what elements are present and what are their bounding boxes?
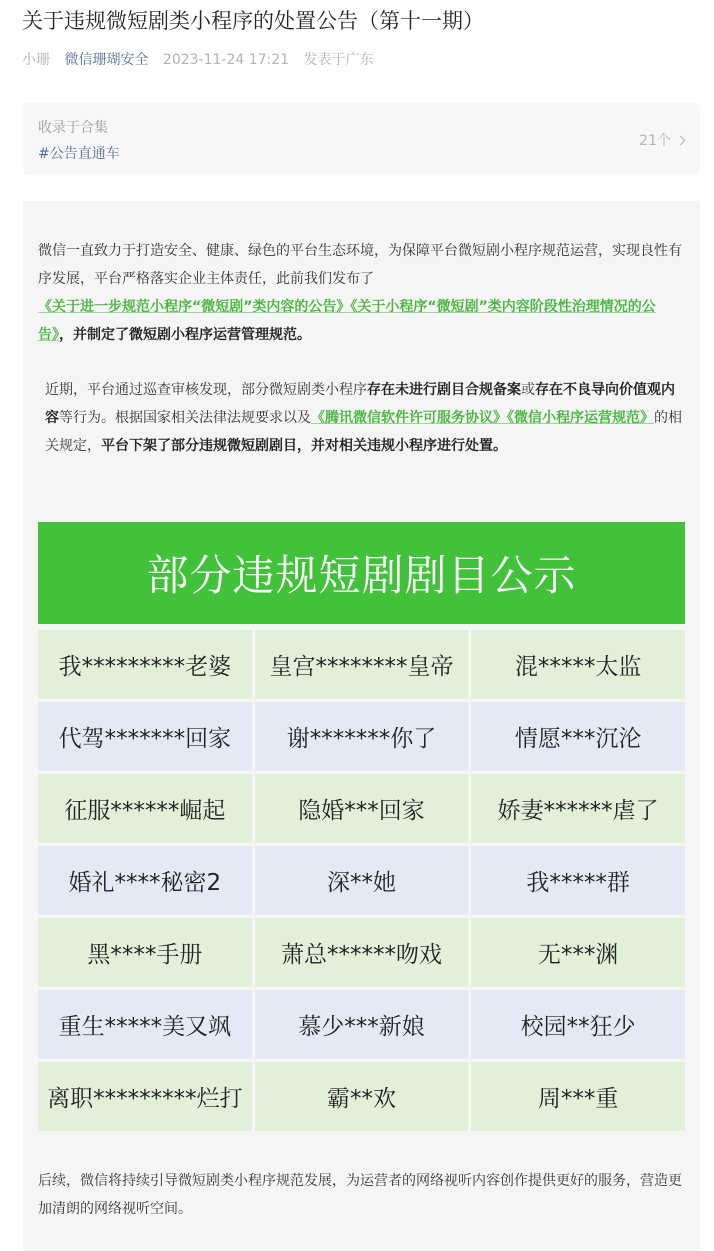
notice-link-2[interactable]: 《关于小程序“微短剧”类内容阶段性治理情况的公告》	[38, 299, 656, 343]
drama-title-cell: 征服******崛起	[38, 774, 252, 843]
drama-title-cell: 萧总******吻戏	[255, 918, 469, 987]
account-link[interactable]: 微信珊瑚安全	[64, 52, 149, 68]
article-title: 关于违规微短剧类小程序的处置公告（第十一期）	[22, 9, 484, 33]
notice-link-1[interactable]: 《关于进一步规范小程序“微短剧”类内容的公告》	[38, 299, 351, 315]
drama-title-cell: 慕少***新娘	[255, 990, 469, 1059]
notice-banner	[38, 522, 685, 624]
publish-datetime: 2023-11-24 17:21	[162, 52, 290, 68]
findings-text-d: 等行为。根据国家相关法律法规要求以及	[59, 410, 311, 426]
agreement-link[interactable]: 《腾讯微信软件许可服务协议》	[311, 410, 507, 426]
findings-bold-1: 存在未进行剧目合规备案	[367, 382, 521, 398]
drama-title-cell: 谢*******你了	[255, 702, 469, 771]
collection-tag-link[interactable]: #公告直通车	[38, 146, 120, 162]
drama-title-cell: 校园**狂少	[471, 990, 685, 1059]
drama-title-cell: 娇妻******虐了	[471, 774, 685, 843]
drama-title-cell: 代驾*******回家	[38, 702, 252, 771]
drama-list-table	[38, 630, 685, 1131]
drama-title-cell: 离职*********烂打	[38, 1062, 252, 1131]
drama-title-cell: 黑****手册	[38, 918, 252, 987]
drama-title-cell: 皇宫********皇帝	[255, 630, 469, 699]
findings-text-a: 近期，平台通过巡查审核发现，部分微短剧类小程序	[45, 382, 367, 398]
article-content	[23, 201, 700, 1251]
findings-bold-2: 存在不良导向价值观内容	[45, 382, 675, 426]
drama-title-cell: 婚礼****秘密2	[38, 846, 252, 915]
drama-title-cell: 深**她	[255, 846, 469, 915]
collection-card[interactable]	[23, 103, 700, 175]
drama-title-cell: 情愿***沉沦	[471, 702, 685, 771]
intro-text: 微信一直致力于打造安全、健康、绿色的平台生态环境，为保障平台微短剧小程序规范运营，实现良性有序发展，平台严格落实企业主体责任，此前我们发布了	[38, 243, 682, 287]
intro-text-bold: ，并制定了微短剧小程序运营管理规范。	[59, 327, 311, 343]
publish-location: 发表于广东	[303, 52, 374, 68]
drama-title-cell: 混*****太监	[471, 630, 685, 699]
findings-text-c: 或	[521, 382, 535, 398]
collection-count-text: 21个	[639, 133, 671, 149]
findings-text-e: 的相关规定，	[45, 410, 682, 454]
findings-bold-3: 平台下架了部分违规微短剧剧目，并对相关违规小程序进行处置。	[101, 438, 507, 454]
notice-heading: 部分违规短剧剧目公示	[146, 551, 577, 600]
author-name: 小珊	[22, 52, 50, 68]
drama-title-cell: 周***重	[471, 1062, 685, 1131]
drama-title-cell: 重生*****美又飒	[38, 990, 252, 1059]
drama-title-cell: 我*****群	[471, 846, 685, 915]
intro-paragraph	[38, 237, 686, 349]
findings-paragraph	[45, 376, 687, 460]
drama-title-cell: 无***渊	[471, 918, 685, 987]
collection-count[interactable]	[639, 130, 684, 150]
article-meta	[22, 50, 384, 70]
operating-rules-link[interactable]: 《微信小程序运营规范》	[507, 410, 654, 426]
drama-title-cell: 隐婚***回家	[255, 774, 469, 843]
chevron-right-icon	[676, 136, 686, 146]
drama-title-cell: 我*********老婆	[38, 630, 252, 699]
collection-label: 收录于合集	[38, 120, 108, 136]
drama-title-cell: 霸**欢	[255, 1062, 469, 1131]
closing-paragraph: 后续，微信将持续引导微短剧类小程序规范发展，为运营者的网络视听内容创作提供更好的服务，营造更加清朗的网络视听空间。	[38, 1173, 682, 1217]
